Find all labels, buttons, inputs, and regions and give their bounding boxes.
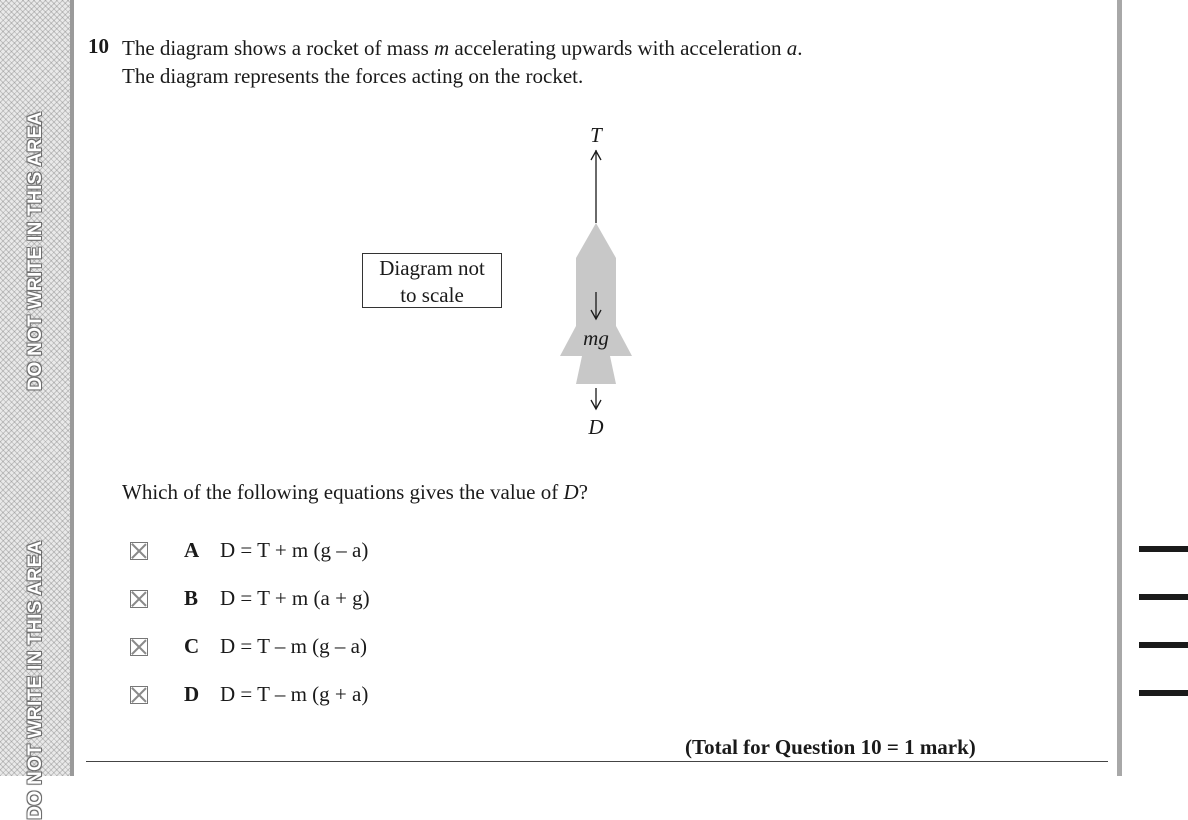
margin-border xyxy=(70,0,74,776)
margin-warning-top: DO NOT WRITE IN THIS AREA xyxy=(25,111,46,391)
margin-tick-mark xyxy=(1139,594,1188,600)
question-prompt xyxy=(122,480,588,505)
prompt-text: Which of the following equations gives the value of xyxy=(122,480,564,504)
question-divider xyxy=(86,761,1108,762)
prompt-text: ? xyxy=(578,480,588,504)
mass-variable: m xyxy=(434,36,450,60)
do-not-write-margin xyxy=(0,0,74,820)
stem-text: . xyxy=(797,36,803,60)
drag-label: D xyxy=(588,415,604,439)
question-total-marks: (Total for Question 10 = 1 mark) xyxy=(685,735,976,759)
margin-tick-mark xyxy=(1139,642,1188,648)
question-number: 10 xyxy=(88,34,109,58)
drag-arrow xyxy=(591,388,601,409)
stem-line-1 xyxy=(122,34,803,62)
margin-tick-mark xyxy=(1139,546,1188,552)
acceleration-variable: a xyxy=(786,36,798,60)
option-equation: D = T – m (g + a) xyxy=(220,682,369,706)
rocket-force-diagram xyxy=(540,120,650,445)
note-line-2: to scale xyxy=(400,283,464,307)
thrust-label: T xyxy=(590,123,602,147)
note-line-1: Diagram not xyxy=(379,256,485,280)
option-letter: D xyxy=(184,682,200,706)
answer-checkbox-c[interactable] xyxy=(130,638,148,656)
option-equation: D = T – m (g – a) xyxy=(220,634,367,658)
option-equation: D = T + m (g – a) xyxy=(220,538,369,562)
prompt-variable: D xyxy=(563,480,579,504)
option-letter: A xyxy=(184,538,200,562)
weight-label: mg xyxy=(583,326,609,350)
option-equation: D = T + m (a + g) xyxy=(220,586,370,610)
page-right-border xyxy=(1117,0,1122,776)
stem-line-2: The diagram represents the forces acting on the rocket. xyxy=(122,64,584,88)
answer-checkbox-d[interactable] xyxy=(130,686,148,704)
answer-checkbox-a[interactable] xyxy=(130,542,148,560)
diagram-not-to-scale-note xyxy=(362,253,502,308)
margin-warning-bottom: DO NOT WRITE IN THIS AREA xyxy=(25,540,46,820)
option-letter: B xyxy=(184,586,199,610)
thrust-arrow xyxy=(591,150,601,223)
question-stem xyxy=(122,34,803,90)
margin-tick-mark xyxy=(1139,690,1188,696)
answer-checkbox-b[interactable] xyxy=(130,590,148,608)
option-letter: C xyxy=(184,634,200,658)
stem-text: The diagram shows a rocket of mass xyxy=(122,36,434,60)
stem-text: accelerating upwards with acceleration xyxy=(449,36,787,60)
